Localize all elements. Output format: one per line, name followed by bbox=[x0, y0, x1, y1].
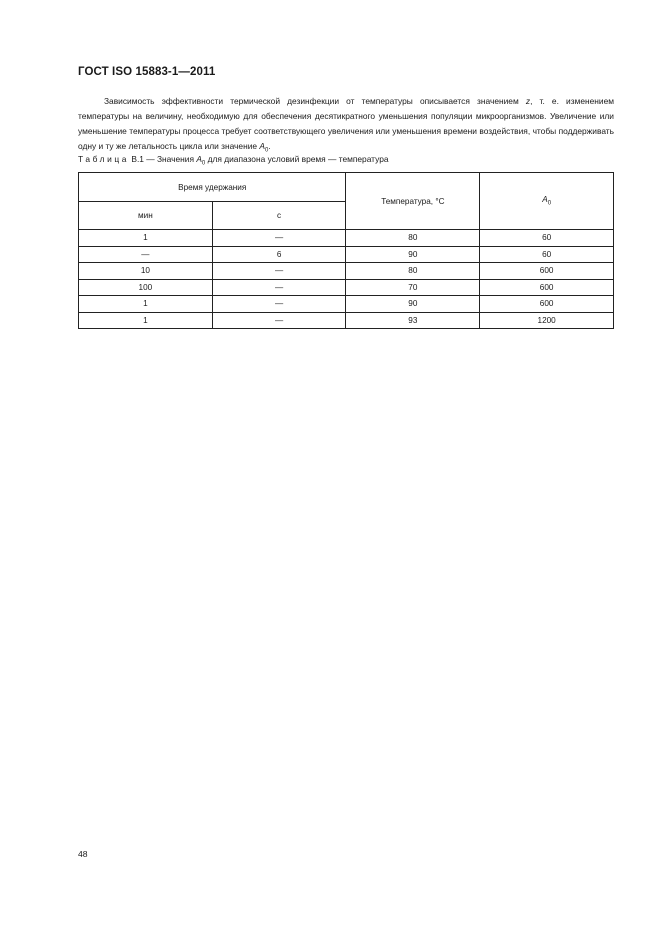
cell-temperature: 93 bbox=[346, 312, 480, 329]
cell-min: 1 bbox=[79, 312, 213, 329]
paragraph-text-2: , т. е. изменением температуры на величину, необходимую для обеспечения десятикратного уменьшения популяции микроорганизмов. Увеличение или уменьшение температуры процесса требует соответствующего увеличения или уменьшения времени воздействия, чтобы поддерживать одну и ту же летальность цикла или значение bbox=[78, 96, 614, 151]
table-caption-a-symbol: A bbox=[196, 154, 202, 164]
z-symbol: z bbox=[525, 96, 531, 106]
cell-a0: 600 bbox=[480, 279, 614, 296]
header-a0 bbox=[480, 173, 614, 230]
table-caption-number: B.1 — Значения bbox=[129, 154, 197, 164]
table-caption-label: Таблица bbox=[78, 154, 130, 164]
document-header: ГОСТ ISO 15883-1—2011 bbox=[78, 66, 216, 78]
cell-temperature: 80 bbox=[346, 230, 480, 247]
cell-a0: 600 bbox=[480, 263, 614, 280]
header-temperature: Температура, °C bbox=[346, 173, 480, 230]
table-caption bbox=[78, 154, 389, 167]
header-a0-symbol: A bbox=[542, 195, 548, 205]
cell-temperature: 90 bbox=[346, 246, 480, 263]
table-row bbox=[79, 246, 614, 263]
cell-sec: — bbox=[212, 312, 346, 329]
table-row bbox=[79, 279, 614, 296]
table-row bbox=[79, 230, 614, 247]
a0-subscript: 0 bbox=[264, 147, 269, 154]
body-paragraph bbox=[78, 94, 614, 159]
cell-a0: 60 bbox=[480, 230, 614, 247]
a0-values-table bbox=[78, 172, 614, 329]
header-hold-time: Время удержания bbox=[79, 173, 346, 202]
cell-sec: — bbox=[212, 263, 346, 280]
paragraph-text-1: Зависимость эффективности термической дезинфекции от температуры описывается значением bbox=[104, 96, 526, 106]
cell-temperature: 80 bbox=[346, 263, 480, 280]
cell-min: 1 bbox=[79, 230, 213, 247]
table-caption-text: для диапазона условий время — температура bbox=[205, 154, 389, 164]
cell-a0: 60 bbox=[480, 246, 614, 263]
header-sec: с bbox=[212, 202, 346, 230]
cell-min: — bbox=[79, 246, 213, 263]
paragraph-end: . bbox=[268, 141, 271, 151]
table-row bbox=[79, 312, 614, 329]
cell-a0: 600 bbox=[480, 296, 614, 313]
cell-sec: — bbox=[212, 296, 346, 313]
table-row bbox=[79, 296, 614, 313]
cell-a0: 1200 bbox=[480, 312, 614, 329]
page-number: 48 bbox=[78, 849, 88, 859]
table-row bbox=[79, 263, 614, 280]
cell-temperature: 70 bbox=[346, 279, 480, 296]
cell-min: 10 bbox=[79, 263, 213, 280]
header-a0-subscript: 0 bbox=[547, 200, 552, 207]
header-min: мин bbox=[79, 202, 213, 230]
cell-sec: — bbox=[212, 230, 346, 247]
cell-temperature: 90 bbox=[346, 296, 480, 313]
a0-symbol: A bbox=[259, 141, 265, 151]
cell-sec: 6 bbox=[212, 246, 346, 263]
table-caption-a-subscript: 0 bbox=[201, 160, 206, 167]
cell-min: 100 bbox=[79, 279, 213, 296]
cell-sec: — bbox=[212, 279, 346, 296]
cell-min: 1 bbox=[79, 296, 213, 313]
